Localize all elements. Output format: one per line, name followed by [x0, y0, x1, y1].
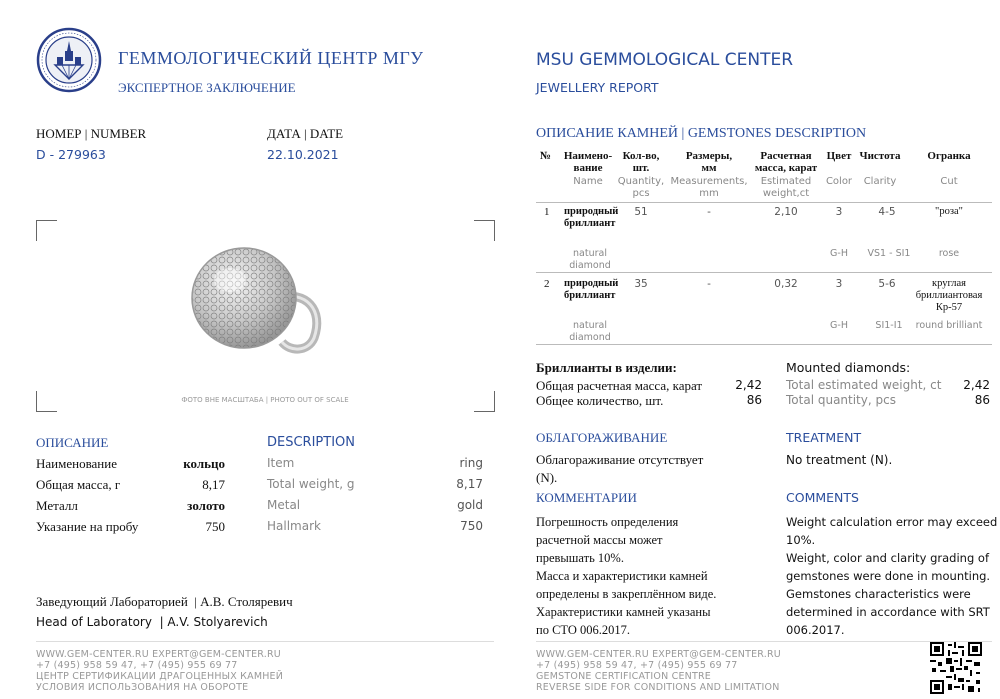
table-divider	[536, 202, 992, 203]
mounted-value-en: 86	[974, 393, 990, 407]
comment-line-en: 006.2017.	[786, 623, 845, 637]
mounted-value-ru: 2,42	[735, 378, 762, 392]
footer-terms: REVERSE SIDE FOR CONDITIONS AND LIMITATION	[536, 682, 780, 693]
mounted-value-ru: 86	[746, 393, 762, 407]
desc-value-en: ring	[459, 456, 483, 470]
footer-contacts-link[interactable]: WWW.GEM-CENTER.RU EXPERT@GEM-CENTER.RU	[536, 649, 781, 660]
desc-label-ru: Общая масса, г	[36, 477, 121, 492]
desc-label-ru: Указание на пробу	[36, 519, 139, 534]
col-clarity: Чистота	[859, 150, 901, 162]
comments-text-en	[786, 513, 997, 639]
comment-line-en: Weight calculation error may exceed	[786, 515, 998, 529]
gem-row	[536, 206, 992, 270]
desc-label-en: Total weight, g	[267, 477, 355, 491]
comment-line-en: Weight, color and clarity grading of	[786, 551, 989, 565]
qr-code[interactable]	[930, 642, 982, 694]
table-divider	[536, 272, 992, 273]
footer-left	[36, 649, 283, 693]
gem-color-en: G-H	[830, 320, 848, 331]
gem-cut-en: round brilliant	[915, 320, 983, 331]
gem-clarity-en: VS1 - SI1	[867, 248, 911, 259]
header-title-ru: ГЕММОЛОГИЧЕСКИЙ ЦЕНТР МГУ	[118, 48, 424, 68]
mounted-label-en: Total estimated weight, ct	[786, 378, 942, 392]
footer-divider-right	[536, 641, 992, 642]
gem-size: -	[707, 278, 711, 290]
mounted-row	[536, 393, 992, 408]
col-weight: Расчетная масса, карат	[754, 150, 818, 174]
gem-name-ru: природный бриллиант	[564, 278, 619, 301]
comment-line-ru: по СТО 006.2017.	[536, 623, 631, 637]
mounted-value-en: 2,42	[963, 378, 990, 392]
comment-line-ru: определены в закреплённом виде.	[536, 587, 717, 601]
col-name: Наимено- вание	[563, 150, 613, 174]
desc-value-ru: 750	[205, 519, 225, 534]
comment-line-ru: Масса и характеристики камней	[536, 569, 708, 583]
mounted-label-en: Total quantity, pcs	[786, 393, 896, 407]
col-no: №	[540, 150, 552, 162]
col-qty-en: Quantity, pcs	[617, 176, 665, 199]
gem-clarity: 5-6	[878, 278, 896, 290]
footer-phones: +7 (495) 958 59 47, +7 (495) 955 69 77	[36, 660, 238, 671]
gem-name-en: natural diamond	[569, 248, 611, 271]
gem-name-en: natural diamond	[569, 320, 611, 343]
mounted-heading-en: Mounted diamonds:	[786, 360, 911, 375]
gem-color: 3	[835, 206, 843, 218]
mounted-label-ru: Общее количество, шт.	[536, 393, 664, 408]
col-size-en: Measurements, mm	[670, 176, 748, 199]
gem-qty: 51	[634, 206, 648, 218]
comment-line-ru: Погрешность определения	[536, 515, 679, 529]
col-clarity-en: Clarity	[863, 176, 897, 187]
description-heading-ru: ОПИСАНИЕ	[36, 435, 109, 450]
comment-line-en: 10%.	[786, 533, 816, 547]
gem-row	[536, 278, 992, 342]
header-title-en: MSU GEMMOLOGICAL CENTER	[536, 50, 794, 70]
comment-line-ru: Характеристики камней указаны	[536, 605, 711, 619]
gem-clarity-en: SI1-I1	[875, 320, 903, 331]
signature-ru: Заведующий Лабораторией | А.В. Столяревич	[36, 594, 293, 609]
footer-phones: +7 (495) 958 59 47, +7 (495) 955 69 77	[536, 660, 738, 671]
col-weight-en: Estimated weight,ct	[760, 176, 812, 199]
gem-size: -	[707, 206, 711, 218]
desc-label-ru: Металл	[36, 498, 78, 513]
comment-line-ru: превышать 10%.	[536, 551, 624, 565]
desc-label-ru: Наименование	[36, 456, 117, 471]
frame-corner-tr	[474, 220, 495, 241]
mounted-heading-ru: Бриллианты в изделии:	[536, 360, 677, 375]
col-color: Цвет	[826, 150, 852, 162]
gem-no: 1	[544, 206, 550, 218]
desc-value-ru: золото	[187, 498, 225, 513]
col-cut-en: Cut	[940, 176, 958, 187]
number-label: НОМЕР | NUMBER	[36, 126, 147, 141]
gem-clarity: 4-5	[878, 206, 896, 218]
gem-no: 2	[544, 278, 550, 290]
description-heading-en: DESCRIPTION	[267, 435, 355, 450]
mounted-table	[536, 378, 992, 408]
description-row	[36, 498, 486, 519]
col-cut: Огранка	[927, 150, 971, 162]
gem-name-ru: природный бриллиант	[564, 206, 619, 229]
col-size: Размеры, мм	[685, 150, 733, 174]
gem-color-en: G-H	[830, 248, 848, 259]
treatment-text-ru: Облагораживание отсутствует (N).	[536, 452, 704, 485]
desc-label-en: Metal	[267, 498, 301, 512]
gem-cut-ru: "роза"	[935, 206, 963, 217]
description-row	[36, 477, 486, 498]
gem-color: 3	[835, 278, 843, 290]
signature-en: Head of Laboratory | A.V. Stolyarevich	[36, 615, 268, 629]
comments-heading-en: COMMENTS	[786, 490, 859, 505]
gem-cut-ru: круглая бриллиантовая Кр-57	[915, 278, 983, 313]
ring-photo	[186, 240, 330, 360]
desc-value-en: 8,17	[456, 477, 483, 491]
comment-line-en: determined in accordance with SRT	[786, 605, 990, 619]
col-qty: Кол-во, шт.	[622, 150, 660, 174]
gemstones-heading: ОПИСАНИЕ КАМНЕЙ | GEMSTONES DESCRIPTION	[536, 126, 867, 141]
header-subtitle-en: JEWELLERY REPORT	[536, 80, 659, 95]
gem-weight: 0,32	[774, 278, 798, 290]
col-color-en: Color	[825, 176, 853, 187]
comment-line-en: gemstones were done in mounting.	[786, 569, 991, 583]
footer-right	[536, 649, 781, 693]
desc-value-ru: 8,17	[202, 477, 225, 492]
description-table	[36, 456, 486, 540]
desc-label-en: Hallmark	[267, 519, 321, 533]
desc-value-ru: кольцо	[183, 456, 225, 471]
treatment-text-en: No treatment (N).	[786, 453, 893, 467]
gemstones-table-header	[536, 148, 992, 200]
comment-line-en: Gemstones characteristics were	[786, 587, 971, 601]
comment-line-ru: расчетной массы может	[536, 533, 663, 547]
desc-value-en: gold	[457, 498, 483, 512]
table-divider	[536, 344, 992, 345]
treatment-heading-ru: ОБЛАГОРАЖИВАНИЕ	[536, 430, 668, 445]
photo-caption: ФОТО ВНЕ МАСШТАБА | PHOTO OUT OF SCALE	[181, 396, 349, 404]
col-name-en: Name	[573, 176, 603, 187]
date-label: ДАТА | DATE	[267, 126, 344, 141]
footer-org: ЦЕНТР СЕРТИФИКАЦИИ ДРАГОЦЕННЫХ КАМНЕЙ	[36, 671, 284, 682]
footer-terms: УСЛОВИЯ ИСПОЛЬЗОВАНИЯ НА ОБОРОТЕ	[36, 682, 249, 693]
comments-text-ru	[536, 513, 716, 639]
footer-org: GEMSTONE CERTIFICATION CENTRE	[536, 671, 711, 682]
footer-divider-left	[36, 641, 494, 642]
comments-heading-ru: КОММЕНТАРИИ	[536, 490, 637, 505]
description-row	[36, 519, 486, 540]
gem-weight: 2,10	[774, 206, 798, 218]
number-value: D - 279963	[36, 147, 106, 162]
desc-value-en: 750	[460, 519, 483, 533]
desc-label-en: Item	[267, 456, 295, 470]
date-value: 22.10.2021	[267, 147, 339, 162]
gem-cut-en: rose	[938, 248, 960, 259]
mounted-row	[536, 378, 992, 393]
msu-logo	[36, 27, 102, 93]
treatment-heading-en: TREATMENT	[786, 430, 862, 445]
header-subtitle-ru: ЭКСПЕРТНОЕ ЗАКЛЮЧЕНИЕ	[118, 80, 296, 95]
footer-contacts-link[interactable]: WWW.GEM-CENTER.RU EXPERT@GEM-CENTER.RU	[36, 649, 281, 660]
gem-qty: 35	[634, 278, 648, 290]
frame-corner-tl	[36, 220, 57, 241]
mounted-label-ru: Общая расчетная масса, карат	[536, 378, 703, 393]
description-row	[36, 456, 486, 477]
